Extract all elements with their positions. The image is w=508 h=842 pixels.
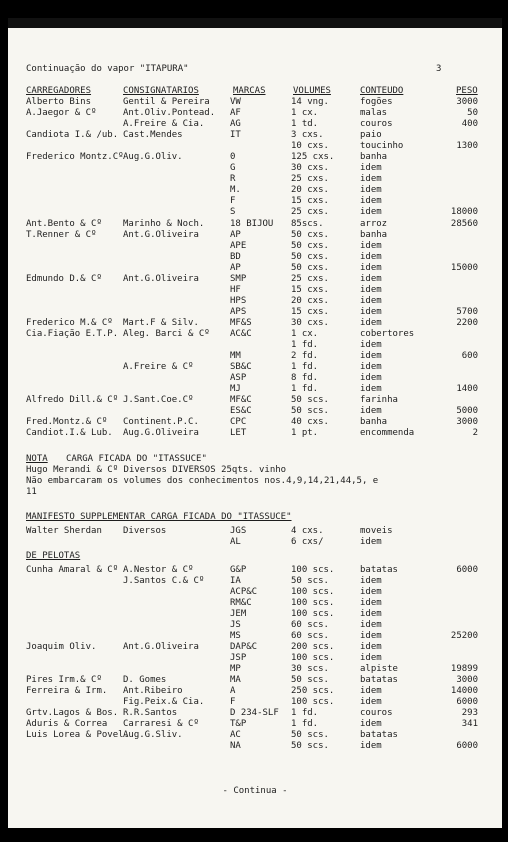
cell-consignatario: Ant.G.Oliveira xyxy=(123,642,199,652)
cell-peso: 25200 xyxy=(450,631,478,641)
page-title: Continuação do vapor "ITAPURA" xyxy=(26,64,189,74)
scan-top-band xyxy=(8,18,502,28)
cell-carregador: Aduris & Correa xyxy=(26,719,108,729)
table-row xyxy=(8,664,502,675)
cell-volumes: 50 scs. xyxy=(291,730,329,740)
cell-marca: HF xyxy=(230,285,241,295)
table-row xyxy=(8,587,502,598)
table-row xyxy=(8,598,502,609)
cell-conteudo: batatas xyxy=(360,730,398,740)
table-row xyxy=(8,620,502,631)
table-row xyxy=(8,274,502,285)
cell-conteudo: idem xyxy=(360,274,382,284)
cell-volumes: 100 scs. xyxy=(291,697,335,707)
cell-volumes: 1 pt. xyxy=(291,428,319,438)
cell-conteudo: idem xyxy=(360,185,382,195)
cell-marca: F xyxy=(230,196,236,206)
cell-peso: 50 xyxy=(467,108,478,118)
cell-peso: 400 xyxy=(461,119,478,129)
cell-marca: MP xyxy=(230,664,241,674)
table-row xyxy=(8,351,502,362)
table-row xyxy=(8,307,502,318)
cell-volumes: 50 scs. xyxy=(291,406,329,416)
cell-carregador: Edmundo D.& Cº xyxy=(26,274,102,284)
cell-marca: RM&C xyxy=(230,598,252,608)
cell-consignatario: Ant.G.Oliveira xyxy=(123,274,199,284)
cell-volumes: 8 fd. xyxy=(291,373,319,383)
cell-volumes: 20 cxs. xyxy=(291,296,329,306)
table-row xyxy=(8,537,502,548)
cell-marca: MJ xyxy=(230,384,241,394)
pelotas-heading: DE PELOTAS xyxy=(26,551,81,561)
cell-peso: 6000 xyxy=(456,741,478,751)
table-row xyxy=(8,406,502,417)
cell-peso: 1400 xyxy=(456,384,478,394)
cell-consignatario: J.Sant.Coe.Cº xyxy=(123,395,194,405)
cell-peso: 3000 xyxy=(456,675,478,685)
cell-consignatario: Aug.G.Sliv. xyxy=(123,730,183,740)
cell-volumes: 50 cxs. xyxy=(291,263,329,273)
table-row xyxy=(8,263,502,274)
cell-conteudo: idem xyxy=(360,406,382,416)
cell-volumes: 50 cxs. xyxy=(291,241,329,251)
cell-volumes: 1 fd. xyxy=(291,708,319,718)
cell-conteudo: idem xyxy=(360,587,382,597)
cell-carregador: Joaquim Oliv. xyxy=(26,642,97,652)
cell-volumes: 50 scs. xyxy=(291,741,329,751)
nota-line: Hugo Merandi & Cº Diversos DIVERSOS 25qts. vinho xyxy=(26,465,287,475)
cell-marca: G xyxy=(230,163,236,173)
table-row xyxy=(8,730,502,741)
cell-peso: 6000 xyxy=(456,565,478,575)
cell-carregador: Luis Lorea & Povel. xyxy=(26,730,129,740)
cell-volumes: 60 scs. xyxy=(291,620,329,630)
table-row xyxy=(8,631,502,642)
cell-consignatario: Aug.G.Oliv. xyxy=(123,152,183,162)
cell-carregador: Candiot.I.& Lub. xyxy=(26,428,113,438)
table-row xyxy=(8,653,502,664)
cell-conteudo: idem xyxy=(360,576,382,586)
supplement-title: MANIFESTO SUPPLEMENTAR CARGA FICADA DO "ITASSUCE" xyxy=(26,512,292,522)
cell-volumes: 100 scs. xyxy=(291,653,335,663)
cell-marca: S xyxy=(230,207,236,217)
cell-volumes: 25 cxs. xyxy=(291,207,329,217)
table-row xyxy=(8,108,502,119)
cell-conteudo: couros xyxy=(360,119,393,129)
page-number: 3 xyxy=(436,64,442,74)
table-row xyxy=(8,141,502,152)
cell-volumes: 15 cxs. xyxy=(291,196,329,206)
cell-peso: 18000 xyxy=(450,207,478,217)
cell-volumes: 200 scs. xyxy=(291,642,335,652)
table-row xyxy=(8,329,502,340)
cell-consignatario: Fig.Peix.& Cia. xyxy=(123,697,205,707)
cell-peso: 3000 xyxy=(456,97,478,107)
cell-marca: JS xyxy=(230,620,241,630)
cell-marca: JEM xyxy=(230,609,247,619)
cell-consignatario: Aug.G.Oliveira xyxy=(123,428,199,438)
table-row xyxy=(8,565,502,576)
cell-marca: MS xyxy=(230,631,241,641)
cell-volumes: 50 cxs. xyxy=(291,230,329,240)
table-row xyxy=(8,152,502,163)
cell-marca: ACP&C xyxy=(230,587,258,597)
cell-carregador: Candiota I.& /ub. xyxy=(26,130,119,140)
cell-conteudo: idem xyxy=(360,537,382,547)
cell-marca: DAP&C xyxy=(230,642,258,652)
cell-conteudo: idem xyxy=(360,686,382,696)
cell-volumes: 50 scs. xyxy=(291,675,329,685)
cell-volumes: 20 cxs. xyxy=(291,185,329,195)
cell-conteudo: idem xyxy=(360,351,382,361)
table-row xyxy=(8,207,502,218)
table-row xyxy=(8,119,502,130)
cell-volumes: 1 fd. xyxy=(291,719,319,729)
cell-peso: 5700 xyxy=(456,307,478,317)
cell-conteudo: fogões xyxy=(360,97,393,107)
cell-consignatario: A.Nestor & Cº xyxy=(123,565,194,575)
cell-volumes: 25 cxs. xyxy=(291,174,329,184)
cell-marca: JSP xyxy=(230,653,247,663)
cell-carregador: Frederico Montz.Cº xyxy=(26,152,124,162)
cell-conteudo: farinha xyxy=(360,395,398,405)
cell-marca: JGS xyxy=(230,526,247,536)
cell-conteudo: idem xyxy=(360,307,382,317)
nota-text-1: Não embarcaram os volumes dos conhecimentos nos.4,9,14,21,44,5, e xyxy=(26,476,379,486)
col-header-volumes: VOLUMES xyxy=(293,86,331,96)
table-row xyxy=(8,296,502,307)
cell-conteudo: idem xyxy=(360,318,382,328)
cell-marca: A xyxy=(230,686,236,696)
cell-volumes: 125 cxs. xyxy=(291,152,335,162)
table-row xyxy=(8,526,502,537)
cell-marca: G&P xyxy=(230,565,247,575)
cell-carregador: Cunha Amaral & Cº xyxy=(26,565,119,575)
table-row xyxy=(8,428,502,439)
cell-marca: 0 xyxy=(230,152,236,162)
cell-volumes: 40 cxs. xyxy=(291,417,329,427)
cell-volumes: 1 fd. xyxy=(291,340,319,350)
cell-peso: 2 xyxy=(472,428,478,438)
cell-consignatario: Mart.F & Silv. xyxy=(123,318,199,328)
cell-volumes: 15 cxs. xyxy=(291,307,329,317)
cell-marca: BD xyxy=(230,252,241,262)
table-row xyxy=(8,185,502,196)
cell-volumes: 1 td. xyxy=(291,119,319,129)
nota-text-2: 11 xyxy=(26,487,37,497)
table-row xyxy=(8,163,502,174)
cell-volumes: 50 scs. xyxy=(291,395,329,405)
col-header-marcas: MARCAS xyxy=(233,86,266,96)
nota-title: CARGA FICADA DO "ITASSUCE" xyxy=(66,454,207,464)
cell-carregador: Ferreira & Irm. xyxy=(26,686,108,696)
cell-volumes: 14 vng. xyxy=(291,97,329,107)
table-row xyxy=(8,395,502,406)
cell-conteudo: alpiste xyxy=(360,664,398,674)
cell-conteudo: idem xyxy=(360,163,382,173)
table-row xyxy=(8,741,502,752)
cell-carregador: Grtv.Lagos & Bos. xyxy=(26,708,119,718)
cell-volumes: 25 cxs. xyxy=(291,274,329,284)
cell-conteudo: idem xyxy=(360,598,382,608)
table-row xyxy=(8,719,502,730)
cell-conteudo: paio xyxy=(360,130,382,140)
table-row xyxy=(8,340,502,351)
cell-marca: APS xyxy=(230,307,247,317)
cell-carregador: Fred.Montz.& Cº xyxy=(26,417,108,427)
cell-conteudo: idem xyxy=(360,384,382,394)
cell-consignatario: Cast.Mendes xyxy=(123,130,183,140)
cell-conteudo: idem xyxy=(360,285,382,295)
cell-peso: 600 xyxy=(461,351,478,361)
cell-conteudo: idem xyxy=(360,609,382,619)
cell-conteudo: idem xyxy=(360,620,382,630)
cell-peso: 28560 xyxy=(450,219,478,229)
table-row xyxy=(8,285,502,296)
cell-consignatario: R.R.Santos xyxy=(123,708,178,718)
cell-volumes: 10 cxs. xyxy=(291,141,329,151)
col-header-peso: PESO xyxy=(456,86,478,96)
cell-volumes: 250 scs. xyxy=(291,686,335,696)
col-header-conteudo: CONTEUDO xyxy=(360,86,404,96)
cell-volumes: 30 scs. xyxy=(291,664,329,674)
cell-marca: MF&S xyxy=(230,318,252,328)
cell-marca: AP xyxy=(230,230,241,240)
cell-conteudo: encommenda xyxy=(360,428,415,438)
cell-peso: 293 xyxy=(461,708,478,718)
cell-volumes: 2 fd. xyxy=(291,351,319,361)
table-row xyxy=(8,642,502,653)
cell-volumes: 1 fd. xyxy=(291,362,319,372)
cell-marca: AC&C xyxy=(230,329,252,339)
cell-conteudo: idem xyxy=(360,252,382,262)
cell-conteudo: idem xyxy=(360,362,382,372)
cell-consignatario: Ant.Oliv.Pontead. xyxy=(123,108,216,118)
cell-peso: 2200 xyxy=(456,318,478,328)
cell-conteudo: banha xyxy=(360,230,388,240)
cell-volumes: 100 scs. xyxy=(291,598,335,608)
cell-carregador: Frederico M.& Cº xyxy=(26,318,113,328)
cell-marca: T&P xyxy=(230,719,247,729)
cell-consignatario: Aleg. Barci & Cº xyxy=(123,329,210,339)
cell-marca: R xyxy=(230,174,236,184)
cell-marca: MM xyxy=(230,351,241,361)
cell-volumes: 1 fd. xyxy=(291,384,319,394)
cell-marca: F xyxy=(230,697,236,707)
cell-consignatario: Continent.P.C. xyxy=(123,417,199,427)
cell-consignatario: Diversos xyxy=(123,526,167,536)
table-row xyxy=(8,576,502,587)
cell-peso: 14000 xyxy=(450,686,478,696)
table-row xyxy=(8,130,502,141)
cell-volumes: 3 cxs. xyxy=(291,130,324,140)
cell-volumes: 1 cx. xyxy=(291,108,319,118)
cell-marca: SB&C xyxy=(230,362,252,372)
cell-consignatario: Marinho & Noch. xyxy=(123,219,205,229)
cell-carregador: Pires Irm.& Cº xyxy=(26,675,102,685)
cell-peso: 3000 xyxy=(456,417,478,427)
cell-conteudo: idem xyxy=(360,653,382,663)
table-row xyxy=(8,318,502,329)
cell-consignatario: Gentil & Pereira xyxy=(123,97,210,107)
cell-carregador: Alberto Bins xyxy=(26,97,92,107)
cell-conteudo: arroz xyxy=(360,219,388,229)
cell-volumes: 6 cxs/ xyxy=(291,537,324,547)
cell-peso: 15000 xyxy=(450,263,478,273)
cell-conteudo: moveis xyxy=(360,526,393,536)
table-row xyxy=(8,675,502,686)
cell-consignatario: J.Santos C.& Cº xyxy=(123,576,205,586)
cell-conteudo: idem xyxy=(360,207,382,217)
cell-conteudo: toucinho xyxy=(360,141,404,151)
table-row xyxy=(8,241,502,252)
cell-marca: HPS xyxy=(230,296,247,306)
cell-conteudo: batatas xyxy=(360,565,398,575)
cell-conteudo: banha xyxy=(360,152,388,162)
cell-consignatario: A.Freire & Cia. xyxy=(123,119,205,129)
cell-volumes: 100 scs. xyxy=(291,587,335,597)
cell-conteudo: idem xyxy=(360,263,382,273)
table-row xyxy=(8,174,502,185)
cell-volumes: 100 scs. xyxy=(291,565,335,575)
cell-consignatario: Carraresi & Cº xyxy=(123,719,199,729)
cell-marca: CPC xyxy=(230,417,247,427)
cell-conteudo: batatas xyxy=(360,675,398,685)
table-row xyxy=(8,373,502,384)
cell-conteudo: couros xyxy=(360,708,393,718)
cell-marca: MF&C xyxy=(230,395,252,405)
cell-marca: M. xyxy=(230,185,241,195)
cell-carregador: A.Jaegor & Cº xyxy=(26,108,97,118)
cell-conteudo: idem xyxy=(360,196,382,206)
cell-marca: IT xyxy=(230,130,241,140)
cell-volumes: 100 scs. xyxy=(291,609,335,619)
cell-conteudo: idem xyxy=(360,373,382,383)
cell-marca: AG xyxy=(230,119,241,129)
cell-marca: APE xyxy=(230,241,247,251)
cell-volumes: 30 cxs. xyxy=(291,318,329,328)
table-row xyxy=(8,609,502,620)
cell-conteudo: idem xyxy=(360,174,382,184)
cell-peso: 1300 xyxy=(456,141,478,151)
cell-marca: IA xyxy=(230,576,241,586)
cell-volumes: 60 scs. xyxy=(291,631,329,641)
cell-conteudo: banha xyxy=(360,417,388,427)
table-row xyxy=(8,362,502,373)
cell-marca: NA xyxy=(230,741,241,751)
col-header-consignatarios: CONSIGNATARIOS xyxy=(123,86,199,96)
cell-marca: D 234-SLF xyxy=(230,708,279,718)
cell-carregador: Walter Sherdan xyxy=(26,526,102,536)
cell-volumes: 4 cxs. xyxy=(291,526,324,536)
cell-consignatario: Ant.G.Oliveira xyxy=(123,230,199,240)
cell-marca: AL xyxy=(230,537,241,547)
cell-carregador: T.Renner & Cº xyxy=(26,230,97,240)
cell-marca: AC xyxy=(230,730,241,740)
cell-volumes: 15 cxs. xyxy=(291,285,329,295)
cell-conteudo: idem xyxy=(360,631,382,641)
continua-footer: - Continua - xyxy=(222,786,288,796)
table-row xyxy=(8,230,502,241)
cell-peso: 341 xyxy=(461,719,478,729)
cell-marca: ES&C xyxy=(230,406,252,416)
cell-conteudo: idem xyxy=(360,642,382,652)
table-row xyxy=(8,384,502,395)
cell-marca: VW xyxy=(230,97,241,107)
cell-carregador: Cia.Fiação E.T.P. xyxy=(26,329,119,339)
cell-marca: MA xyxy=(230,675,241,685)
cell-marca: LET xyxy=(230,428,247,438)
cell-marca: AP xyxy=(230,263,241,273)
cell-volumes: 50 scs. xyxy=(291,576,329,586)
document-page xyxy=(8,18,502,828)
cell-conteudo: idem xyxy=(360,241,382,251)
cell-conteudo: cobertores xyxy=(360,329,415,339)
table-row xyxy=(8,417,502,428)
cell-marca: ASP xyxy=(230,373,247,383)
cell-carregador: Ant.Bento & Cº xyxy=(26,219,102,229)
cell-peso: 5000 xyxy=(456,406,478,416)
nota-label: NOTA xyxy=(26,454,48,464)
cell-conteudo: idem xyxy=(360,719,382,729)
cell-volumes: 50 cxs. xyxy=(291,252,329,262)
cell-conteudo: malas xyxy=(360,108,388,118)
cell-marca: 18 BIJOU xyxy=(230,219,274,229)
table-row xyxy=(8,219,502,230)
cell-conteudo: idem xyxy=(360,697,382,707)
cell-consignatario: A.Freire & Cº xyxy=(123,362,194,372)
cell-peso: 19899 xyxy=(450,664,478,674)
cell-conteudo: idem xyxy=(360,340,382,350)
table-row xyxy=(8,252,502,263)
table-row xyxy=(8,97,502,108)
cell-peso: 6000 xyxy=(456,697,478,707)
table-row xyxy=(8,196,502,207)
table-row xyxy=(8,708,502,719)
cell-marca: AF xyxy=(230,108,241,118)
col-header-carregadores: CARREGADORES xyxy=(26,86,92,96)
cell-conteudo: idem xyxy=(360,741,382,751)
table-row xyxy=(8,697,502,708)
cell-marca: SMP xyxy=(230,274,247,284)
cell-conteudo: idem xyxy=(360,296,382,306)
cell-volumes: 30 cxs. xyxy=(291,163,329,173)
table-row xyxy=(8,686,502,697)
cell-carregador: Alfredo Dill.& Cº xyxy=(26,395,119,405)
cell-volumes: 85scs. xyxy=(291,219,324,229)
cell-volumes: 1 cx. xyxy=(291,329,319,339)
cell-consignatario: D. Gomes xyxy=(123,675,167,685)
cell-consignatario: Ant.Ribeiro xyxy=(123,686,183,696)
